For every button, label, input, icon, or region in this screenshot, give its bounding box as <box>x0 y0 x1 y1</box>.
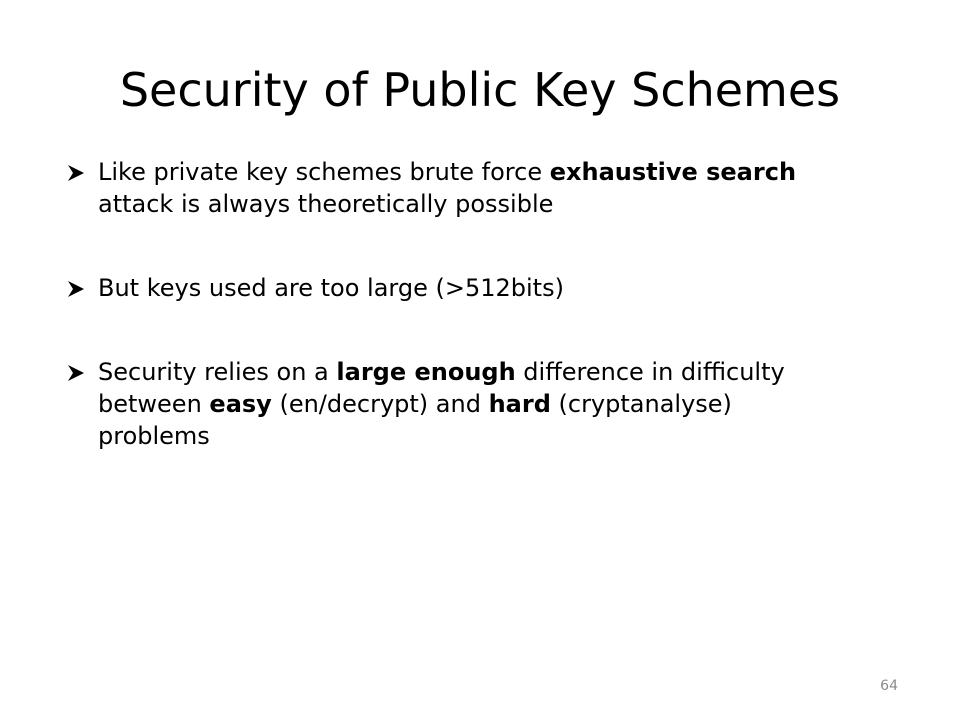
bullet-segment: attack is always theoretically possible <box>98 190 554 218</box>
bullet-item <box>66 156 826 220</box>
arrowhead-bullet-icon <box>66 163 86 183</box>
bullet-emphasis: large enough <box>336 358 516 386</box>
bullet-text <box>98 158 796 218</box>
bullet-segment: Security relies on a <box>98 358 337 386</box>
bullet-list <box>66 156 826 504</box>
bullet-item <box>66 272 826 304</box>
slide-title: Security of Public Key Schemes <box>119 63 841 117</box>
bullet-emphasis: easy <box>209 390 272 418</box>
bullet-segment: But keys used are too large (>512bits) <box>98 274 564 302</box>
bullet-segment: (en/decrypt) and <box>271 390 489 418</box>
bullet-emphasis: exhaustive search <box>549 158 797 186</box>
bullet-emphasis: hard <box>488 390 551 418</box>
bullet-segment: difference in difficulty between <box>98 358 785 418</box>
bullet-text <box>98 358 785 450</box>
arrowhead-bullet-icon <box>66 363 86 383</box>
page-number: 64 <box>880 678 898 694</box>
bullet-segment: (cryptanalyse) problems <box>98 390 732 450</box>
bullet-segment: Like private key schemes brute force <box>98 158 550 186</box>
arrowhead-bullet-icon <box>66 279 86 299</box>
bullet-item <box>66 356 826 452</box>
bullet-text <box>98 274 564 302</box>
